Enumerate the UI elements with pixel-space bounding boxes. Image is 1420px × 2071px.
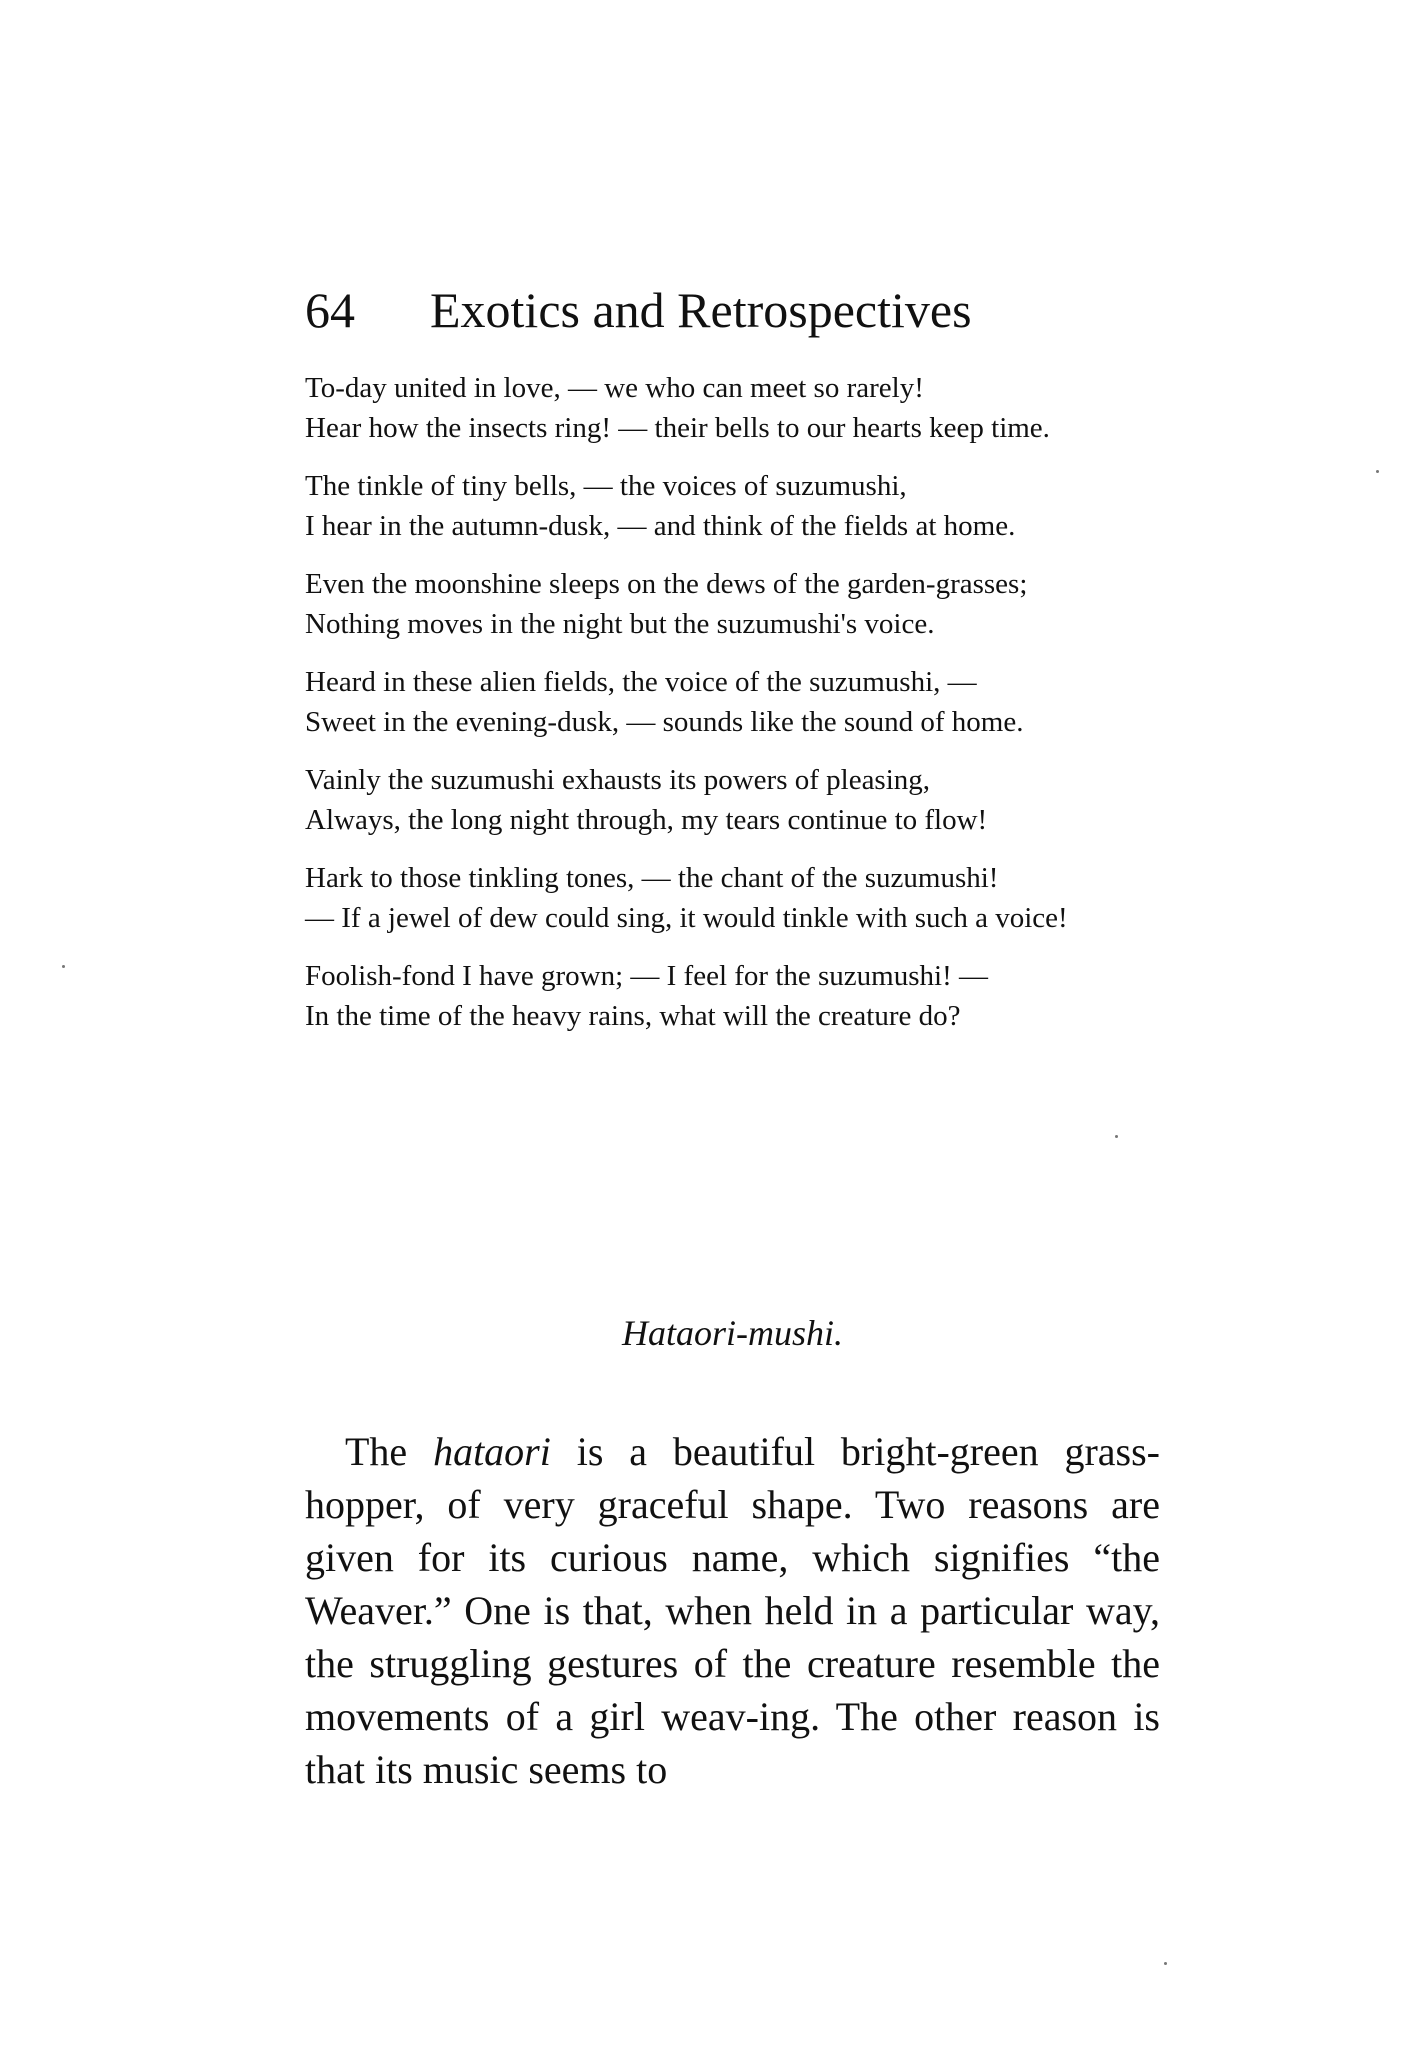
poem-line: The tinkle of tiny bells, — the voices of suzumushi, — [305, 470, 907, 502]
paper-speck — [1115, 1135, 1118, 1138]
poem-line: I hear in the autumn-dusk, — and think of the fields at home. — [305, 510, 1016, 542]
poem-line: Sweet in the evening-dusk, — sounds like the sound of home. — [305, 706, 1024, 738]
stanza — [305, 760, 1160, 840]
stanza — [305, 662, 1160, 742]
prose-paragraph — [305, 1425, 1160, 1796]
poem-line: To-day united in love, — we who can meet so rarely! — [305, 372, 924, 404]
paper-speck — [1164, 1962, 1167, 1965]
poem-line: Nothing moves in the night but the suzumushi's voice. — [305, 608, 935, 640]
poem-line: In the time of the heavy rains, what will the creature do? — [305, 1000, 961, 1032]
stanza — [305, 368, 1160, 448]
running-header — [305, 275, 1155, 345]
stanza — [305, 564, 1160, 644]
stanza — [305, 466, 1160, 546]
section-heading: Hataori-mushi. — [621, 1313, 843, 1353]
stanza — [305, 858, 1160, 938]
poem-line: Heard in these alien fields, the voice of the suzumushi, — — [305, 666, 977, 698]
prose-text: is a beautiful bright-green grass-hopper, of very graceful shape. Two reasons are given for its curious name, which signifies “the Weaver.” One is that, when held in a particular way, the struggling gestures of the creature resemble the movements of a girl weav-ing. The other reason is that its music seems to — [305, 1429, 1161, 1792]
poem — [305, 368, 1160, 1054]
paper-speck — [62, 965, 65, 968]
running-title: Exotics and Retrospectives — [430, 282, 972, 338]
prose-emphasis: hataori — [433, 1429, 551, 1474]
prose-text: The — [345, 1429, 434, 1474]
poem-line: Always, the long night through, my tears continue to flow! — [305, 804, 988, 836]
page-number: 64 — [305, 282, 355, 338]
poem-line: Hark to those tinkling tones, — the chant of the suzumushi! — [305, 862, 999, 894]
poem-line: Hear how the insects ring! — their bells to our hearts keep time. — [305, 412, 1050, 444]
poem-line: Even the moonshine sleeps on the dews of the garden-grasses; — [305, 568, 1028, 600]
poem-line: Vainly the suzumushi exhausts its powers of pleasing, — [305, 764, 931, 796]
paper-speck — [1376, 470, 1379, 473]
stanza — [305, 956, 1160, 1036]
poem-line: Foolish-fond I have grown; — I feel for the suzumushi! — — [305, 960, 988, 992]
poem-line: — If a jewel of dew could sing, it would tinkle with such a voice! — [305, 902, 1068, 934]
